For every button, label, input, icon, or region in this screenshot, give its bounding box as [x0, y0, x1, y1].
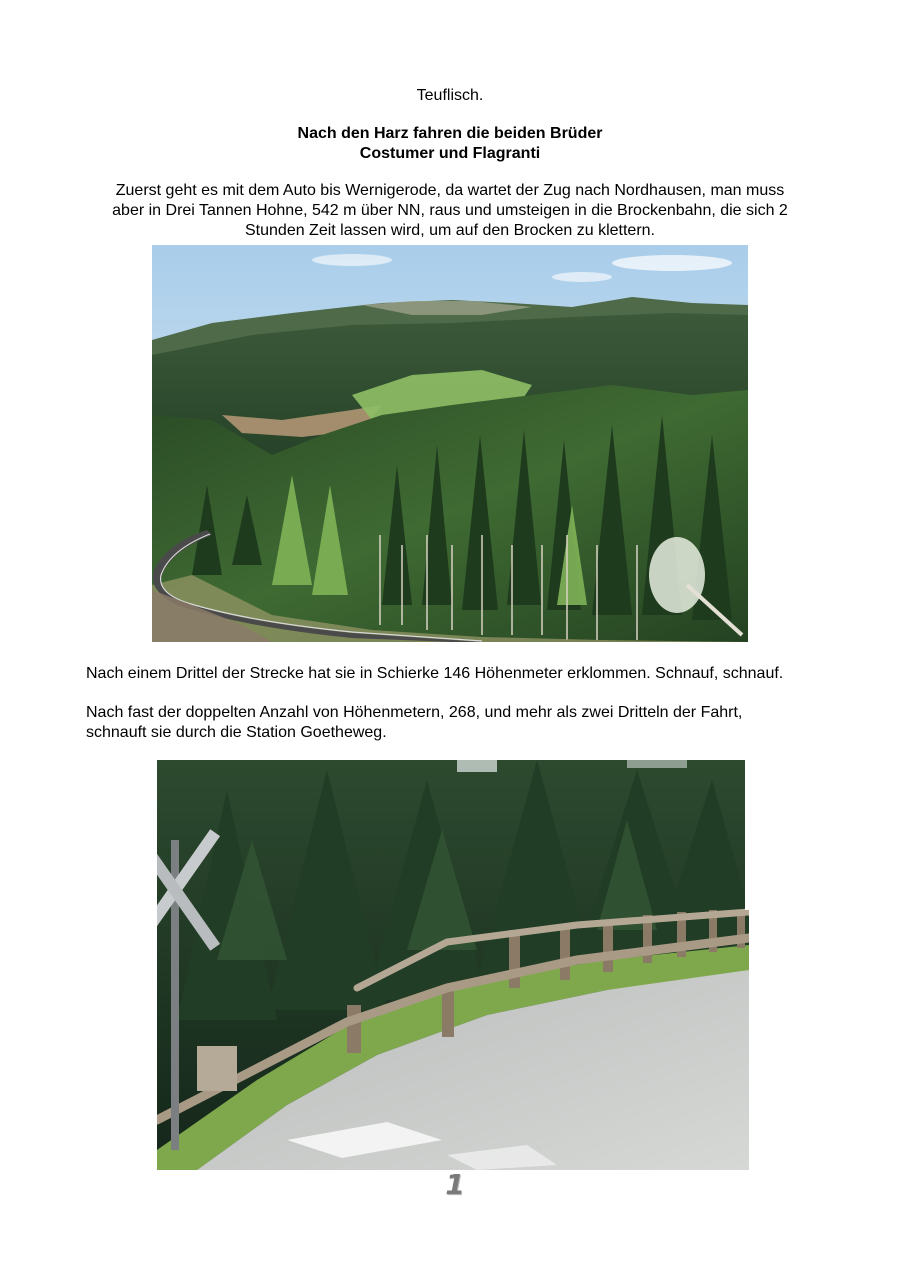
title-line-1: Nach den Harz fahren die beiden Brüder — [297, 125, 603, 142]
intro-line-2: aber in Drei Tannen Hohne, 542 m über NN, raus und umsteigen in die Brockenbahn, die sich 2 — [112, 202, 788, 219]
paragraph-schierke: Nach einem Drittel der Strecke hat sie in Schierke 146 Höhenmeter erklommen. Schnauf, schnauf. — [86, 665, 784, 682]
heading-small: Teuflisch. — [416, 87, 484, 104]
paragraph-goetheweg-line-1: Nach fast der doppelten Anzahl von Höhenmetern, 268, und mehr als zwei Dritteln der Fahrt, — [86, 704, 743, 721]
intro-line-1: Zuerst geht es mit dem Auto bis Wernigerode, da wartet der Zug nach Nordhausen, man muss — [115, 182, 785, 199]
intro-line-3: Stunden Zeit lassen wird, um auf den Brocken zu klettern. — [245, 222, 655, 239]
photo-road-guardrail — [157, 760, 749, 1170]
photo-forest-valley — [152, 245, 748, 642]
paragraph-goetheweg-line-2: schnauft sie durch die Station Goetheweg. — [86, 724, 387, 741]
page-number: 1 — [445, 1168, 465, 1201]
title-line-2: Costumer und Flagranti — [359, 145, 541, 162]
